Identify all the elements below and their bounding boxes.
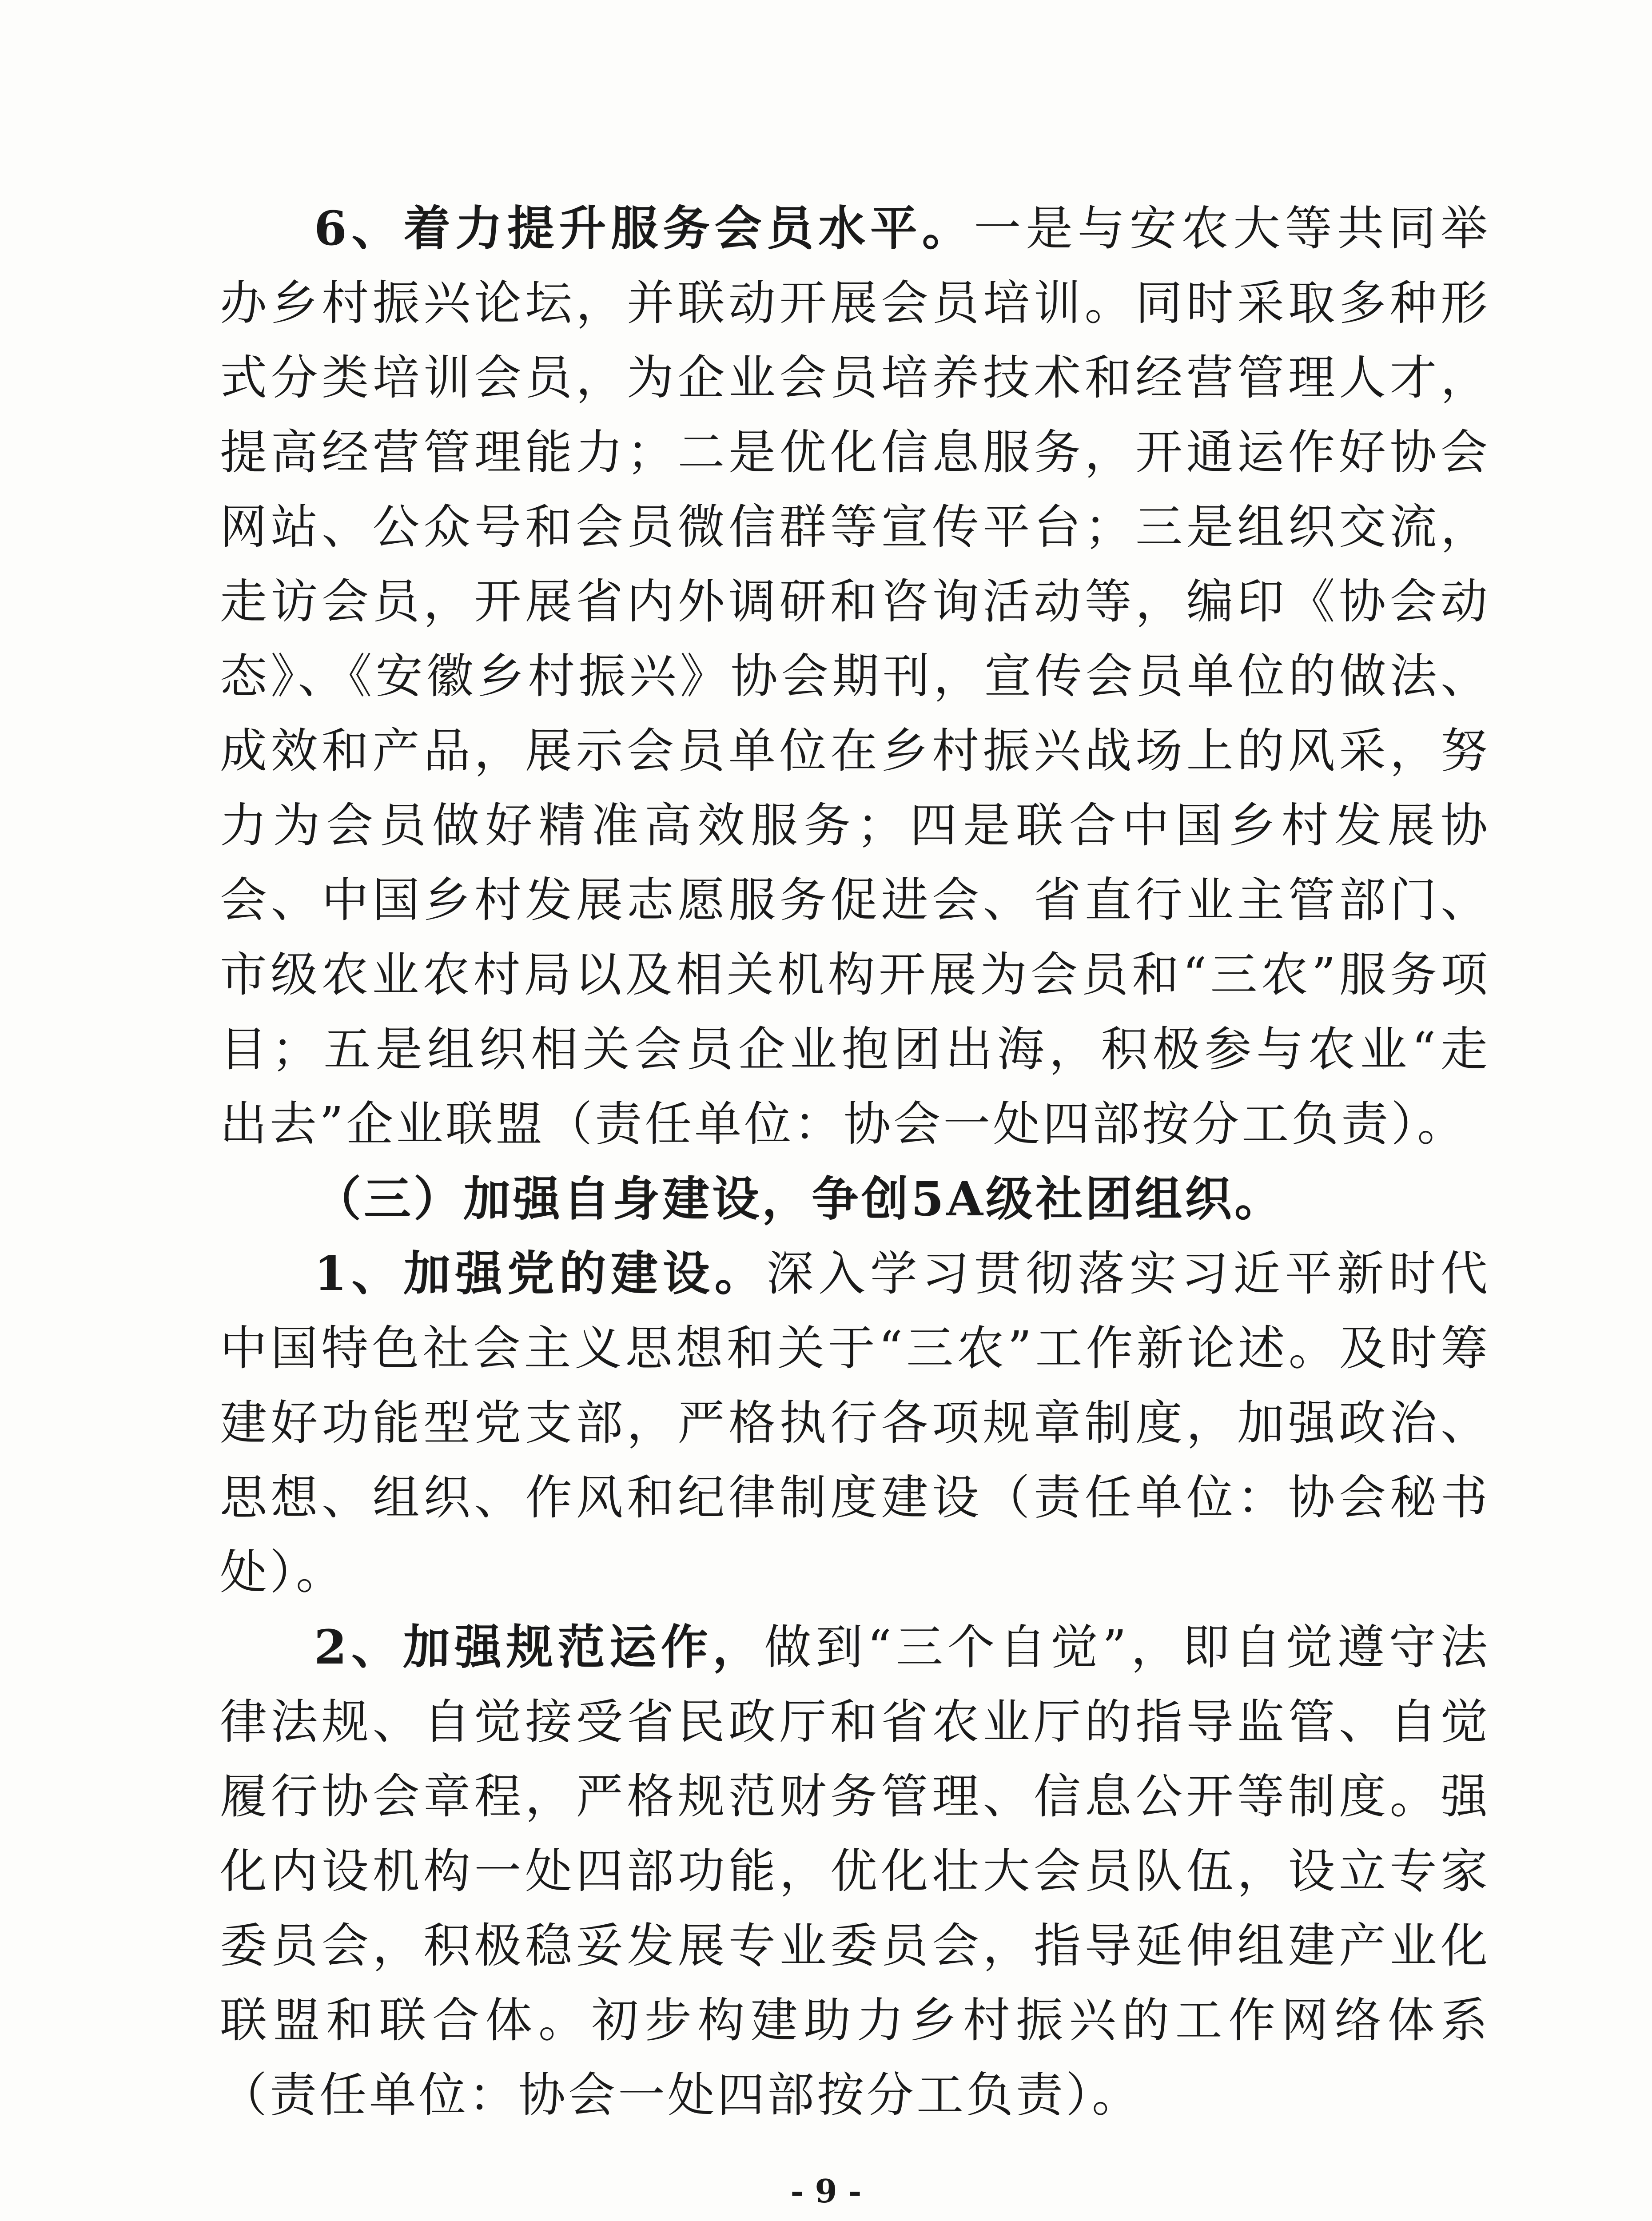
paragraph-party-building: [220, 1236, 1490, 1610]
section-heading: （三）加强自身建设，争创5A级社团组织。: [314, 1171, 1284, 1226]
document-body: [220, 191, 1490, 2133]
paragraph-standard-operation: [220, 1610, 1490, 2133]
paragraph-lead: 2、加强规范运作，: [314, 1619, 764, 1675]
paragraph-member-services: [220, 191, 1490, 1162]
paragraph-text: 一是与安农大等共同举办乡村振兴论坛，并联动开展会员培训。同时采取多种形式分类培训会员，为企业会员培养技术和经营管理人才，提高经营管理能力；二是优化信息服务，开通运作好协会网站、公众号和会员微信群等宣传平台；三是组织交流，走访会员，开展省内外调研和咨询活动等，编印《协会动态》、《安徽乡村振兴》协会期刊，宣传会员单位的做法、成效和产品，展示会员单位在乡村振兴战场上的风采，努力为会员做好精准高效服务；四是联合中国乡村发展协会、中国乡村发展志愿服务促进会、省直行业主管部门、市级农业农村局以及相关机构开展为会员和“三农”服务项目；五是组织相关会员企业抱团出海，积极参与农业“走出去”企业联盟（责任单位：协会一处四部按分工负责）。: [220, 201, 1491, 1151]
page-number: - 9 -: [790, 2172, 862, 2210]
paragraph-lead: 1、加强党的建设。: [314, 1246, 767, 1301]
paragraph-text: 做到“三个自觉”，即自觉遵守法律法规、自觉接受省民政厅和省农业厅的指导监管、自觉履行协会章程，严格规范财务管理、信息公开等制度。强化内设机构一处四部功能，优化壮大会员队伍，设立专家委员会，积极稳妥发展专业委员会，指导延伸组建产业化联盟和联合体。初步构建助力乡村振兴的工作网络体系（责任单位：协会一处四部按分工负责）。: [220, 1620, 1490, 2122]
paragraph-lead: 6、着力提升服务会员水平。: [314, 200, 974, 256]
paragraph-text: 深入学习贯彻落实习近平新时代中国特色社会主义思想和关于“三农”工作新论述。及时筹建好功能型党支部，严格执行各项规章制度，加强政治、思想、组织、作风和纪律制度建设（责任单位：协会秘书处）。: [220, 1246, 1490, 1600]
